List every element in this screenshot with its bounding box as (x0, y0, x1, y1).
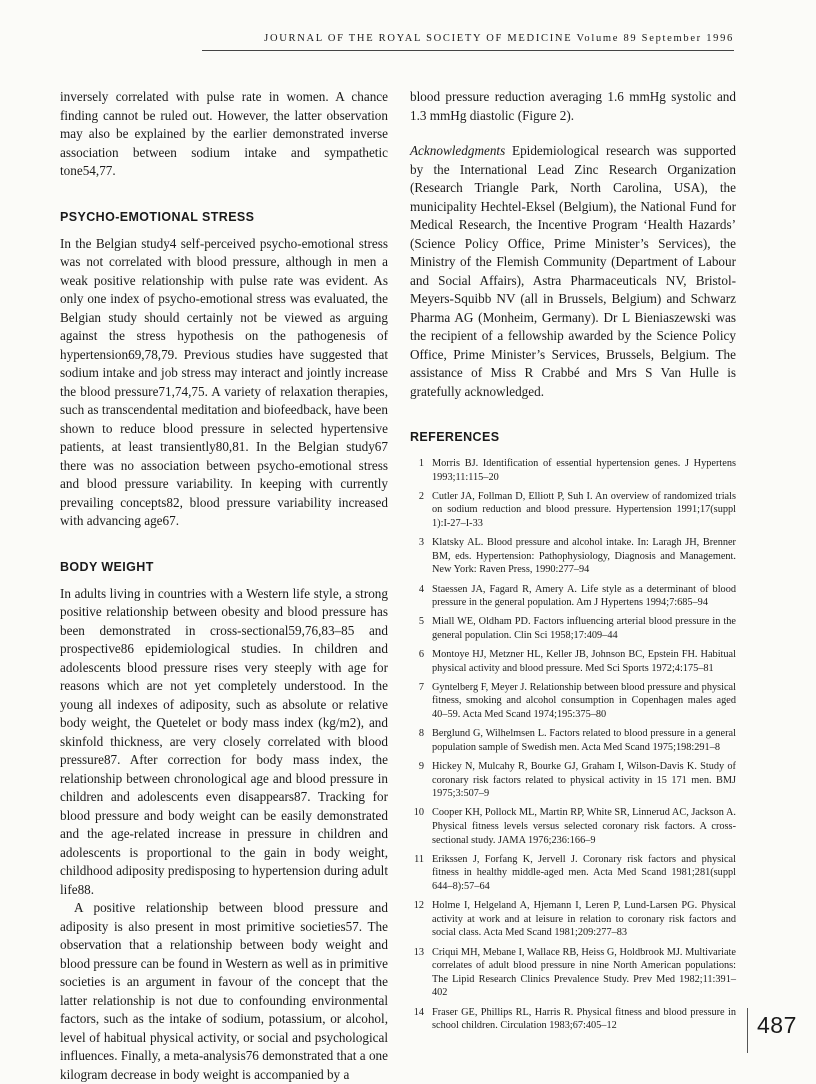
running-header: JOURNAL OF THE ROYAL SOCIETY OF MEDICINE Volume 89 September 1996 (264, 33, 734, 44)
reference-item: 8 Berglund G, Wilhelmsen L. Factors related to blood pressure in a general population sample of Swedish men. Acta Med Scand 1975;198:291–8 (418, 728, 736, 753)
reference-item: 13 Criqui MH, Mebane I, Wallace RB, Heiss G, Holdbrook MJ. Multivariate correlates of adult blood pressure in nine North American populations: The Lipid Research Clinics Prevalence Study. Prev Med 1982;11:391–402 (413, 946, 736, 999)
acknowledgments-text: Epidemiological research was supported by the International Lead Zinc Research Organization (Research Triangle Park, North Carolina, USA), the municipality Hechtel-Eksel (Belgium), the National Fund for Medical Research, the Incentive Program ‘Health Hazards’ (Science Policy Office, Prime Minister’s Services), the Ministry of the Flemish Community (Department of Labour and Social Affairs), Astra Pharmaceuticals NV, Bristol-Meyers-Squibb NV (all in Brussels, Belgium) and Schwarz Pharma AG (Monheim, Germany). Dr L Bieniaszewski was the recipient of a fellowship awarded by the Science Policy Office, Prime Minister’s Services, Brussels, Belgium. The assistance of Miss R Crabbé and Mrs S Van Hulle is gratefully acknowledged. (410, 143, 736, 399)
references-list (410, 457, 736, 1033)
reference-item: 12 Holme I, Helgeland A, Hjemann I, Leren P, Lund-Larsen PG. Physical activity at work and at leisure in relation to coronary risk factors and social class. Acta Med Scand 1981;209:277–83 (413, 900, 736, 939)
reference-item: 9 Hickey N, Mulcahy R, Bourke GJ, Graham I, Wilson-Davis K. Study of coronary risk factors related to physical activity in 15 171 men. BMJ 1975;3:507–9 (418, 761, 736, 800)
reference-item: 7 Gyntelberg F, Meyer J. Relationship between blood pressure and physical fitness, smoking and alcohol consumption in Copenhagen males aged 40–59. Acta Med Scand 1974;195:375–80 (418, 681, 736, 721)
body-weight-paragraph-1: In adults living in countries with a Western life style, a strong positive relationship between obesity and blood pressure has been demonstrated in cross-sectional59,76,83–85 and prospective86 epidemiological studies. In children and adolescents blood pressure rises very steeply with age for reasons which are not yet completely understood. In the young all indexes of adiposity, such as absolute or relative body weight, the Quetelet or body mass index (kg/m2), and skinfold thickness, are very closely correlated with blood pressure87. After correction for body mass index, the relationship between chronological age and blood pressure in children and adolescents even disappears87. Tracking for blood pressure and body weight can be easily demonstrated and the age-related increase in pressure in children and adolescents is proportional to the gain in body weight, childhood adiposity predisposing to hypertension during adult life88. (60, 585, 388, 897)
reference-item: 4 Staessen JA, Fagard R, Amery A. Life style as a determinant of blood pressure in the general population. Am J Hypertens 1994;7:685–94 (418, 583, 736, 609)
header-rule (202, 50, 734, 51)
acknowledgments (410, 142, 736, 401)
left-column (60, 88, 388, 1084)
section-heading-stress: PSYCHO-EMOTIONAL STRESS (60, 209, 255, 224)
reference-item: 3 Klatsky AL. Blood pressure and alcohol intake. In: Laragh JH, Brenner BM, eds. Hypertension: Pathophysiology, Diagnosis and Management. New York: Raven Press, 1990:277–94 (418, 537, 736, 576)
body-weight-paragraph-2: A positive relationship between blood pressure and adiposity is also present in most primitive societies57. The observation that a relationship between body weight and blood pressure can be found in Western as well as in primitive societies is an argument in favour of the concept that the latter relationship is not due to confounding environmental factors, such as the intake of sodium, potassium, or alcohol, level of habitual physical activity, or social and psychological influences. Finally, a meta-analysis76 demonstrated that a one kilogram decrease in body weight is accompanied by a (60, 900, 388, 1082)
reference-item: 5 Miall WE, Oldham PD. Factors influencing arterial blood pressure in the general population. Clin Sci 1958;17:409–44 (418, 616, 736, 641)
reference-item: 14 Fraser GE, Phillips RL, Harris R. Physical fitness and blood pressure in school children. Circulation 1983;67:405–12 (413, 1006, 736, 1032)
acknowledgments-label: Acknowledgments (410, 143, 506, 158)
reference-item: 1 Morris BJ. Identification of essential hypertension genes. J Hypertens 1993;11:115–20 (418, 458, 736, 483)
right-continuation-paragraph: blood pressure reduction averaging 1.6 mmHg systolic and 1.3 mmHg diastolic (Figure 2). (410, 89, 736, 123)
page-number: 487 (757, 1012, 797, 1038)
reference-item: 10 Cooper KH, Pollock ML, Martin RP, White SR, Linnerud AC, Jackson A. Physical fitness levels versus selected coronary risk factors. A cross-sectional study. JAMA 1976;236:166–9 (413, 807, 736, 846)
section-heading-body-weight: BODY WEIGHT (60, 559, 154, 574)
right-column (410, 88, 736, 1038)
page-number-rule (747, 1008, 748, 1053)
reference-item: 6 Montoye HJ, Metzner HL, Keller JB, Johnson BC, Epstein FH. Habitual physical activity and blood pressure. Med Sci Sports 1972;4:175–81 (418, 649, 736, 674)
reference-item: 2 Cutler JA, Follman D, Elliott P, Suh I. An overview of randomized trials on sodium reduction and blood pressure. Hypertension 1991;17(suppl 1):I-27–I-33 (418, 490, 736, 529)
references-heading: REFERENCES (410, 430, 500, 444)
reference-item: 11 Erikssen J, Forfang K, Jervell J. Coronary risk factors and physical fitness in healthy middle-aged men. Acta Med Scand 1981;281(suppl 644–8):57–64 (414, 853, 736, 892)
continuation-paragraph: inversely correlated with pulse rate in women. A chance finding cannot be ruled out. However, the latter observation may also be explained by the earlier demonstrated inverse association between sodium intake and sympathetic tone54,77. (60, 89, 388, 178)
stress-paragraph: In the Belgian study4 self-perceived psycho-emotional stress was not correlated with blood pressure, although in men a weak positive relationship with pulse rate was evident. As only one index of psycho-emotional stress was evaluated, the Belgian study should certainly not be viewed as arguing against the stress hypothesis on the pathogenesis of hypertension69,78,79. Previous studies have suggested that sodium intake and job stress may interact and jointly increase the blood pressure71,74,75. A variety of relaxation therapies, such as transcendental meditation and biofeedback, have been shown to reduce blood pressure in selected hypertensive patients, at least transiently80,81. In the Belgian study67 there was no association between psycho-emotional stress and blood pressure variability. In keeping with currently prevailing concepts82, blood pressure variability increased with advancing age67. (60, 235, 388, 528)
